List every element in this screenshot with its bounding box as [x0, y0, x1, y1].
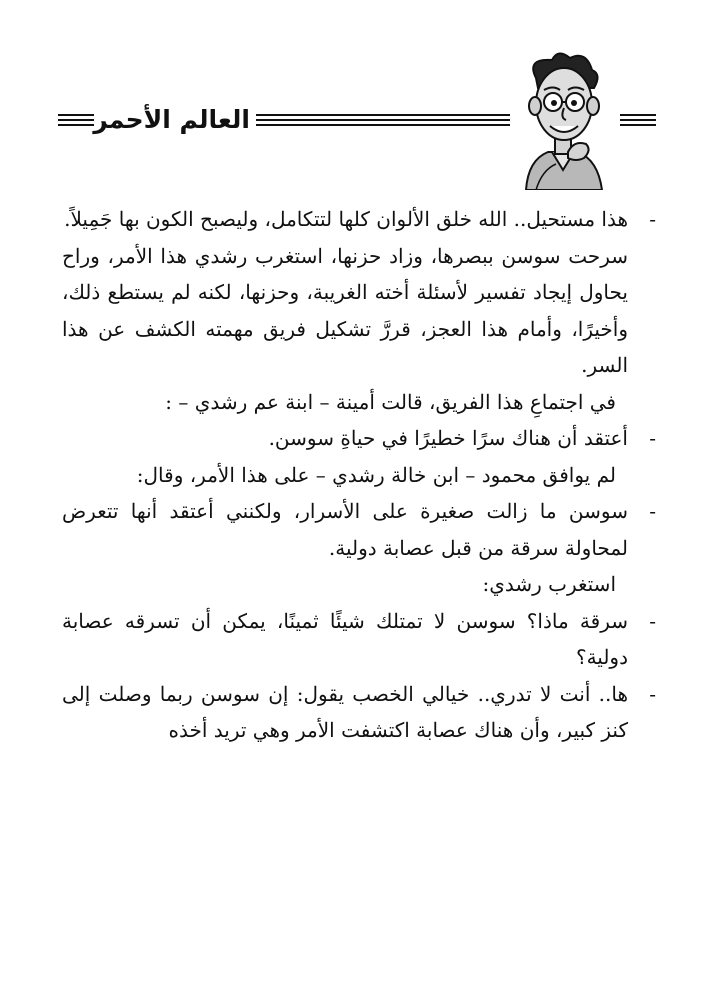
dash-mark: -: [649, 681, 656, 706]
header-rule-left: [58, 114, 94, 126]
dash-mark: -: [649, 207, 656, 231]
dash-mark: -: [649, 426, 656, 450]
dialogue-line: - أعتقد أن هناك سرًا خطيرًا في حياةِ سوسن.: [62, 420, 656, 457]
paragraph: في اجتماعِ هذا الفريق، قالت أمينة – ابنة عم رشدي – :: [165, 389, 616, 414]
page-body: [62, 201, 656, 749]
header-rule-right: [620, 114, 656, 126]
dialogue-line: - سرقة ماذا؟ سوسن لا تمتلك شيئًا ثمينًا، يمكن أن تسرقه عصابة دولية؟: [62, 603, 656, 676]
header-rule-middle: [256, 114, 510, 126]
paragraph: استغرب رشدي:: [482, 572, 616, 596]
cartoon-boy-icon: [508, 48, 618, 190]
dialogue-line: - هذا مستحيل.. الله خلق الألوان كلها لتتكامل، وليصبح الكون بها جَمِيلاً.: [62, 201, 656, 238]
chapter-title: العالم الأحمر: [93, 105, 250, 134]
dash-mark: -: [649, 499, 656, 523]
page-header: [0, 0, 720, 200]
dash-mark: -: [649, 608, 656, 633]
paragraph: لم يوافق محمود – ابن خالة رشدي – على هذا الأمر، وقال:: [136, 462, 616, 487]
dialogue-line: - ها.. أنت لا تدري.. خيالي الخصب يقول: إن سوسن ربما وصلت إلى كنز كبير، وأن هناك عصابة اكتشفت الأمر وهي تريد أخذه: [62, 676, 656, 749]
dialogue-line: - سوسن ما زالت صغيرة على الأسرار، ولكنني أعتقد أنها تتعرض لمحاولة سرقة من قبل عصابة دولية.: [62, 493, 656, 566]
paragraph: سرحت سوسن ببصرها، وزاد حزنها، استغرب رشدي هذا الأمر، وراح يحاول إيجاد تفسير لأسئلة أخته الغريبة، وحزنها، لكنه لم يستطع ذلك، وأخيرًا، وأمام هذا العجز، قررَّ تشكيل فريق مهمته الكشف عن هذا السر.: [62, 243, 628, 377]
